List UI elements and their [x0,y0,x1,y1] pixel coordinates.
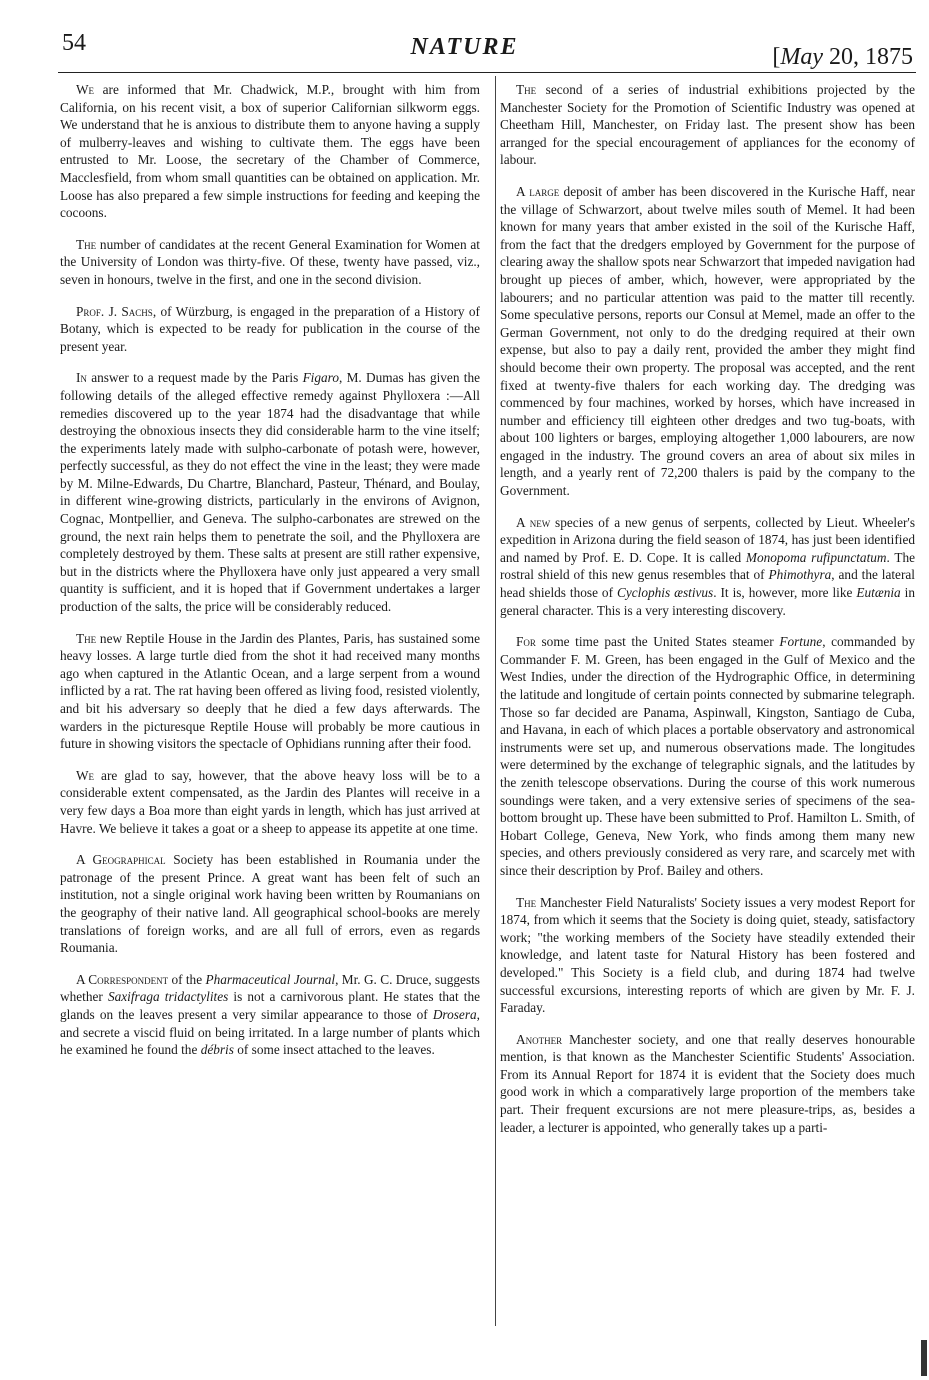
paragraph-sachs-botany: Prof. J. Sachs, of Würzburg, is engaged in the preparation of a History of Botany, which is expected to be ready for publication in the course of the present year. [60,303,480,354]
paragraph-reptile-house: The new Reptile House in the Jardin des Plantes, Paris, has sustained some heavy losses. A large turtle died from the shot it had received many months ago when captured in the Atlantic Ocean, and a large serpent from a wound inflicted by a rat. The rat having been offered as living food, resisted violently, and bit his adversary so deeply that he died a few days afterwards. The warders in the picturesque Reptile House will probably be more cautious in future in showing visitors the spectacle of Ophidians running after their food. [60,630,480,752]
date-rest: 20, 1875 [823,44,913,70]
paragraph-boa: We are glad to say, however, that the above heavy loss will be to a considerable extent compensated, as the Jardin des Plantes will receive in a very few days a Boa more than eight yards in length, which has just arrived at Havre. We believe it takes a goat or a sheep to appease its appetite at one time. [60,767,480,836]
journal-title: NATURE [410,34,519,60]
paragraph-silkworm-eggs: We are informed that Mr. Chadwick, M.P., brought with him from California, on his recent visit, a box of superior Californian silkworm eggs. We understand that he is anxious to distribute them to anyone having a supply of mulberry-leaves and wishing to cultivate them. The eggs have been entrusted to Mr. Loose, the secretary of the Chamber of Commerce, Macclesfield, from whom small quantities can be obtained on application. Mr. Loose has also prepared a few simple instructions for feeding and keeping the cocoons. [60,82,480,221]
right-column [500,81,915,1150]
header-rule [58,72,916,73]
paragraph-scientific-students: Another Manchester society, and one that really deserves honourable mention, is that known as the Manchester Scientific Students' Association. From its Annual Report for 1874 it is evident that the Society does much good work in which a comparatively large proportion of the members take part. Their frequent excursions are not mere pleasure-trips, as, besides a leader, a lecturer is appointed, who generally takes up a parti- [500,1031,915,1135]
paragraph-saxifraga: A Correspondent of the Pharmaceutical Journal, Mr. G. C. Druce, suggests whether Saxifraga tridactylites is not a carnivorous plant. He states that the glands on the leaves present a very similar appearance to those of Drosera, and secrete a viscid fluid on being irritated. In a large number of plants which he examined he found the débris of some insect attached to the leaves. [60,971,480,1058]
paragraph-phylloxera: In answer to a request made by the Paris Figaro, M. Dumas has given the following details of the alleged effective remedy against Phylloxera :—All remedies discovered up to the year 1874 had the disadvantage that while destroying the obnoxious insects they did considerable harm to the vine itself; the experiments lately made with sulpho-carbonate of potash were, however, perfectly successful, as they do not effect the vine in the least; they were made by M. Milne-Edwards, Du Chartre, Blanchard, Pasteur, Thénard, and Boulay, in different wine-growing districts, particularly in the environs of Avignon, Cognac, Montpellier, and Geneva. The sulpho-carbonates are strewed on the ground, the next rain helps them to penetrate the soil, and the Phylloxera are completely destroyed by them. These salts at present are still rather expensive, but in the districts where the Phylloxera have only just appeared a very small quantity is sufficient, and it is hoped that if Government undertakes a larger production of the salts, the price will be considerably reduced. [60,370,480,615]
page-number: 54 [62,30,86,56]
paragraph-industrial-exhibition: The second of a series of industrial exhibitions projected by the Manchester Society for the Promotion of Scientific Industry was opened at Cheetham Hill, Manchester, on Friday last. The present show has been arranged for the special encouragement of appliances for the economy of labour. [500,82,915,168]
paragraph-steamer-fortune: For some time past the United States steamer Fortune, commanded by Commander F. M. Green, has been engaged in the Gulf of Mexico and the West Indies, under the direction of the Hydrographic Office, in determining the latitude and longitude of certain points connected by submarine telegraph. Those so far decided are Panama, Aspinwall, Kingston, Santiago de Cuba, and Havana, in each of which places a portable observatory and astronomical instruments were set up, and numerous observations made. The longitudes were determined by the exchange of telegraphic signals, and the latitudes by the zenith telescope observations. During the course of this work numerous soundings were taken, and a very extensive series of specimens of the sea-bottom brought up. These have been submitted to Prof. Hamilton L. Smith, of Hobart College, Geneva, New York, who finds among them many new species, and others previously considered as very rare, and scarcely met with since their description by Prof. Bailey and others. [500,634,915,878]
issue-date [772,44,913,71]
date-bracket: [ [772,44,781,70]
paragraph-amber-deposit: A large deposit of amber has been discovered in the Kurische Haff, near the village of Schwarzort, about twelve miles south of Memel. It had been known for many years that amber existed in the soil of the Kurische Haff, from the fact that the dredgers employed by Government for the purpose of clearing away the shallow spots near Schwarzort that impeded navigation had brought up pieces of amber, which, however, were appropriated by the labourers; and no particular attention was paid to the matter till recently. Some speculative persons, reports our Consul at Memel, made an offer to the German Government, not only to do the dredging required at their own expense, but also to pay a daily rent, provided the amber they might find should become their own property. The proposal was accepted, and the rent fixed at twenty-five thalers for each working day. The dredging was commenced by four machines, worked by horses, which have increased in number and efficiency till eighteen other dredges and two tug-boats, with about 100 lighters or barges, employing altogether 1,000 labourers, are now engaged in the industry. The ground covers an area of about six miles in length, and a yearly rent of 72,200 thalers is paid by the company to the Government. [500,183,915,499]
scan-edge-mark [921,1340,927,1376]
paragraph-women-exam: The number of candidates at the recent General Examination for Women at the University of London was thirty-five. Of these, twenty have passed, viz., seven in honours, twelve in the first, and one in the second division. [60,236,480,287]
column-divider [495,76,496,1326]
date-month-day: May [780,44,823,70]
paragraph-roumania-society: A Geographical Society has been established in Roumania under the patronage of the present Prince. A great want has been felt of such an institution, not a single original work having been written by Roumanians on the geography of their native land. All geographical school-books are merely translations of foreign works, and are all full of errors, even as regards Roumania. [60,852,480,956]
paragraph-new-serpent: A new species of a new genus of serpents, collected by Lieut. Wheeler's expedition in Arizona during the field season of 1874, has just been identified and named by Prof. E. D. Cope. It is called Monopoma rufipunctatum. The rostral shield of this new genus resembles that of Phimothyra, and the lateral head shields those of Cyclophis æstivus. It is, however, more like Eutænia in general character. This is a very interesting discovery. [500,514,915,618]
paragraph-field-naturalists: The Manchester Field Naturalists' Society issues a very modest Report for 1874, from which it seems that the Society is doing quiet, steady, satisfactory work; "the working members of the Society have steadily extended their knowledge, and latent taste for Natural History has been fostered and developed." This Society is a field club, and during 1874 had twelve successful excursions, interesting reports of which are given by Mr. F. J. Faraday. [500,894,915,1016]
left-column [60,81,480,1073]
